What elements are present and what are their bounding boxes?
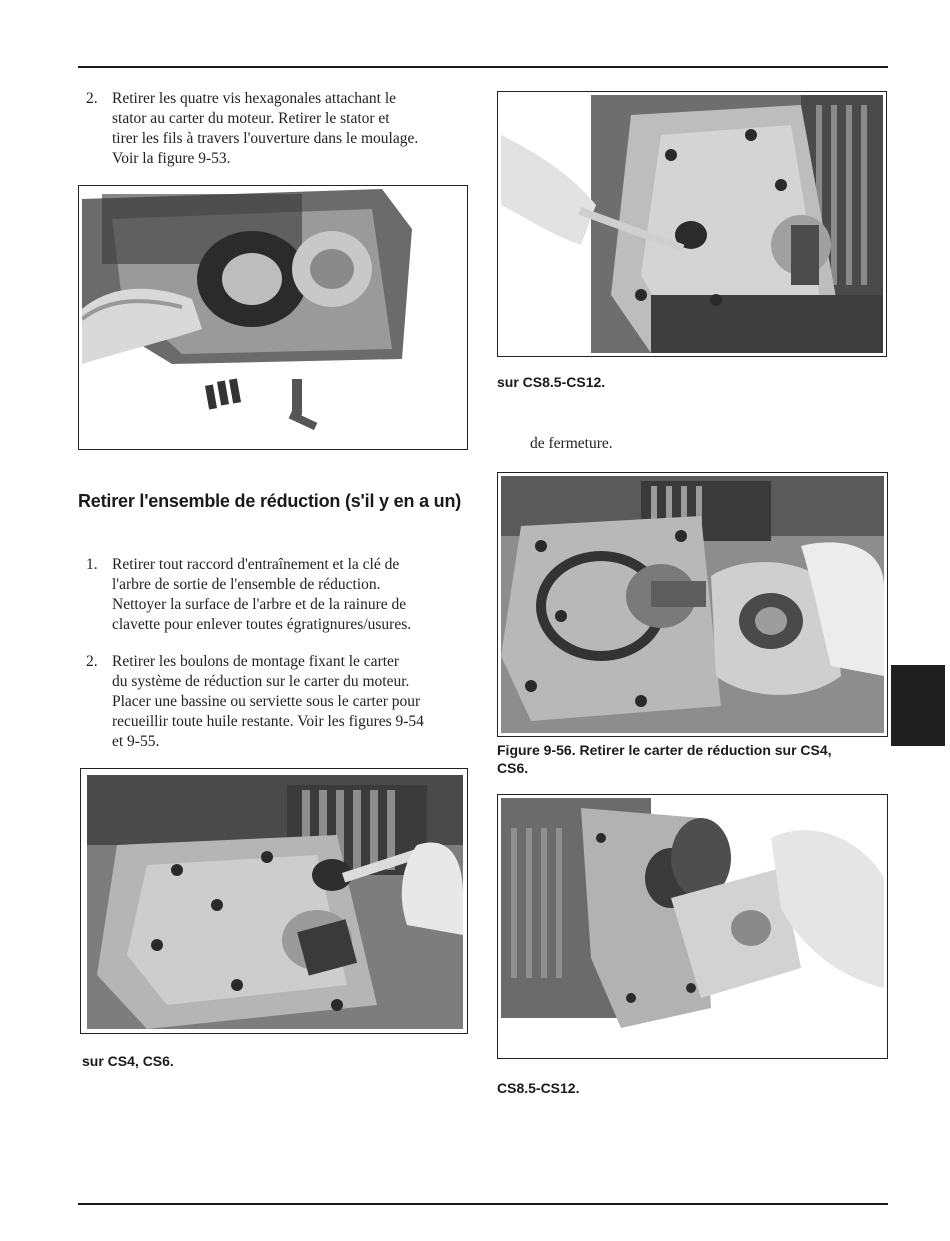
reduction-bolts-cs4-photo (87, 775, 463, 1029)
step-line: recueillir toute huile restante. Voir les figures 9-54 (112, 713, 424, 730)
step-line: Retirer les quatre vis hexagonales attachant le (112, 90, 397, 107)
figure-9-53-frame (78, 185, 468, 450)
caption-line: Figure 9-56. Retirer le carter de réduction sur CS4, (497, 742, 832, 758)
step-line: Retirer les boulons de montage fixant le carter (112, 653, 400, 670)
step-line: l'arbre de sortie de l'ensemble de réduction. (112, 576, 381, 593)
footer-rule (78, 1203, 888, 1205)
figure-9-54-frame (80, 768, 468, 1034)
step-line: Retirer tout raccord d'entraînement et la clé de (112, 556, 400, 573)
chapter-tab (891, 665, 945, 746)
figure-caption: sur CS4, CS6. (82, 1053, 174, 1069)
figure-9-55-frame (497, 91, 887, 357)
step-line: et 9-55. (112, 733, 160, 750)
step-line: Nettoyer la surface de l'arbre et de la rainure de (112, 596, 407, 613)
reduction-housing-cs8-photo (501, 798, 884, 1055)
step-line: tirer les fils à travers l'ouverture dans le moulage. (112, 130, 419, 147)
step-remove-coupling (86, 555, 466, 637)
figure-caption: CS8.5-CS12. (497, 1080, 580, 1096)
step-remove-bolts (86, 652, 471, 754)
figure-9-57-frame (497, 794, 888, 1059)
figure-9-56-caption (497, 741, 887, 777)
step-number: 1. (86, 556, 98, 573)
step-line: stator au carter du moteur. Retirer le stator et (112, 110, 390, 127)
section-heading: Retirer l'ensemble de réduction (s'il y en a un) (78, 491, 462, 511)
body-text-fragment: de fermeture. (530, 435, 613, 452)
step-line: du système de réduction sur le carter du moteur. (112, 673, 410, 690)
step-line: clavette pour enlever toutes égratignures/usures. (112, 616, 412, 633)
reduction-housing-cs4-photo (501, 476, 884, 733)
step-line: Voir la figure 9-53. (112, 150, 231, 167)
step-remove-stator (86, 89, 466, 171)
caption-line: CS6. (497, 760, 529, 776)
reduction-bolts-cs8-photo (501, 95, 883, 353)
figure-9-56-frame (497, 472, 888, 737)
step-number: 2. (86, 653, 98, 670)
header-rule (78, 66, 888, 68)
step-number: 2. (86, 90, 98, 107)
figure-caption: sur CS8.5-CS12. (497, 374, 606, 390)
step-line: Placer une bassine ou serviette sous le carter pour (112, 693, 421, 710)
stator-removal-photo (82, 189, 464, 446)
